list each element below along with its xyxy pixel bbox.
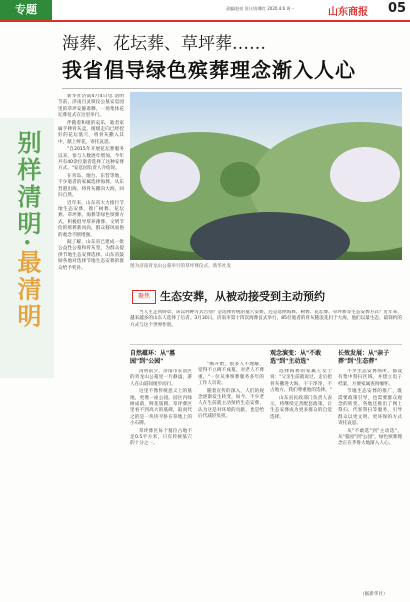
section-body-1: [130, 369, 192, 595]
photo-tree: [220, 162, 260, 197]
paragraph: 这里不像传统意义上的墓地，更像一座公园。园区内绿树成荫，鲜花簇拥，草坪葬区里看不到高大的墓碑，取而代之的是一块块平卧在草地上的小石牌。: [130, 389, 192, 427]
paragraph: 伴随着和缓的哀乐，逝者家属手捧骨灰盒，缓缓走向已经挖好的花坛墓穴，将骨灰撒入其中，献上鲜花，寄托哀思。: [58, 120, 124, 145]
section-heading-2: 观念演变：从"不敢选"到"主动选": [270, 350, 322, 365]
paragraph: 不少生态安葬场所，都设有集中祭扫区域，并建立电子档案，方便家属查询缅怀。: [338, 369, 402, 387]
side-title-sub: 最清明: [13, 249, 42, 331]
paragraph: "自2015年开展花坛葬服务以来，参与人数逐年增加，今年共有40余位逝者选择了这种安葬方式。"安息园负责人介绍说。: [58, 147, 124, 172]
paragraph: 近年来，山东省大力推行节地生态安葬，推广树葬、花坛葬、草坪葬、海葬等绿色殡葬方式，积极倡导厚养薄葬、文明节俭的殡葬新风尚，群众移风易俗的观念不断增强。: [58, 200, 124, 238]
paragraph: 节地生态安葬的推广，既需要政策引导，也需要群众观念的转变。各地还推出了网上祭扫、代客祭扫等服务，引导群众以更文明、更环保的方式寄托哀思。: [338, 389, 402, 427]
paragraph: 新华社济南4月4日电 清明节前，济南百灵殡仪公墓安息园里的草坪安静肃穆，一场集体花坛葬仪式在这里举行。: [58, 94, 124, 119]
paragraph: "刚开始，很多人不理解，觉得不立碑不成墓，对老人不尊重。"一位从事殡葬服务多年的工作人员说。: [198, 362, 264, 387]
section-body-2: [270, 369, 332, 595]
section-body-1-cont: [198, 362, 264, 595]
side-title-dot: ·: [13, 238, 42, 250]
paragraph: 选择海葬的家属王女士说："父亲生前就说过，走后把骨灰撒进大海，干干净净，不占地方。我们尊重他的选择。": [270, 369, 332, 394]
editor-meta: 责编/赵亮 设计/苏娜红 2020.4.6 周一: [226, 6, 295, 11]
newspaper-name: 山东商报: [328, 7, 368, 18]
paragraph: 清明前夕，济南市长清区的青龙山公墓里一片静谧，游人在山道间缓步而行。: [130, 369, 192, 387]
article-subhead: 生态安葬，从被动接受到主动预约: [160, 290, 325, 303]
page-header: [0, 0, 410, 22]
paragraph: 当人生走到终章，该以何种方式告别？是选择传统的墓穴安葬，还是选择海葬、树葬、花坛葬、草坪葬等生态安葬方式？近年来，越来越多的山东人选择了后者。3月30日，济南市第十四次海葬仪式举行，85位逝者的骨灰随浪花归于大海，他们以最生态、最简约的方式与这个世界作别。: [130, 310, 402, 328]
source-credit: （据新华社）: [360, 592, 388, 597]
paragraph: 草坪葬区每个墓位占地不足0.5平方米，只有传统墓穴的十分之一。: [130, 428, 192, 447]
paragraph: 随着宣传的深入，人们的观念逐渐发生转变。如今，不少老人在生前就主动预约生态安葬，认为这是对环境的贡献，也是给后代减轻负担。: [198, 388, 264, 420]
news-photo: [130, 92, 402, 260]
section-heading-3: 长效发展：从"亲子葬"到"生态葬": [338, 350, 390, 365]
paragraph: 山东省民政部门负责人表示，将继续完善配套政策，让生态安葬成为更多群众的自觉选择。: [270, 395, 332, 420]
paragraph: 在青岛、烟台、东营等地，不少逝者的家属选择海葬，从东营港出海，将骨灰撒向大海，回归自然。: [58, 173, 124, 199]
section-badge: 专题: [0, 0, 52, 20]
section-body-3: [338, 369, 402, 585]
paragraph: 据了解，山东省已建成一批公益性公墓和骨灰堂，为群众提供节地生态安葬选择。山东省鼓励各地对选择节地生态安葬的群众给予奖补。: [58, 239, 124, 271]
photo-tree: [140, 152, 200, 202]
kicker-label: 聚焦: [132, 290, 156, 304]
headline-upper: 海葬、花坛葬、草坪葬……: [62, 34, 266, 54]
side-title: [10, 130, 44, 330]
section-heading-1: 自然蕴环：从"墓园"到"公园": [130, 350, 176, 365]
photo-tree: [330, 147, 400, 202]
page-number: 05: [388, 1, 407, 16]
paragraph: 从"不敢选"到"主动选"，从"墓园"到"公园"，绿色殡葬理念正在齐鲁大地渐入人心。: [338, 428, 402, 447]
article-intro: [130, 310, 402, 342]
section-divider: [130, 344, 402, 345]
headline-divider: [62, 88, 402, 89]
left-column: [58, 94, 124, 598]
side-title-main: 别样清明: [13, 130, 42, 238]
headline-main: 我省倡导绿色殡葬理念渐入人心: [62, 58, 356, 82]
photo-caption: 图为济南青龙山公墓举行的草坪葬仪式。新华社发: [130, 264, 232, 269]
